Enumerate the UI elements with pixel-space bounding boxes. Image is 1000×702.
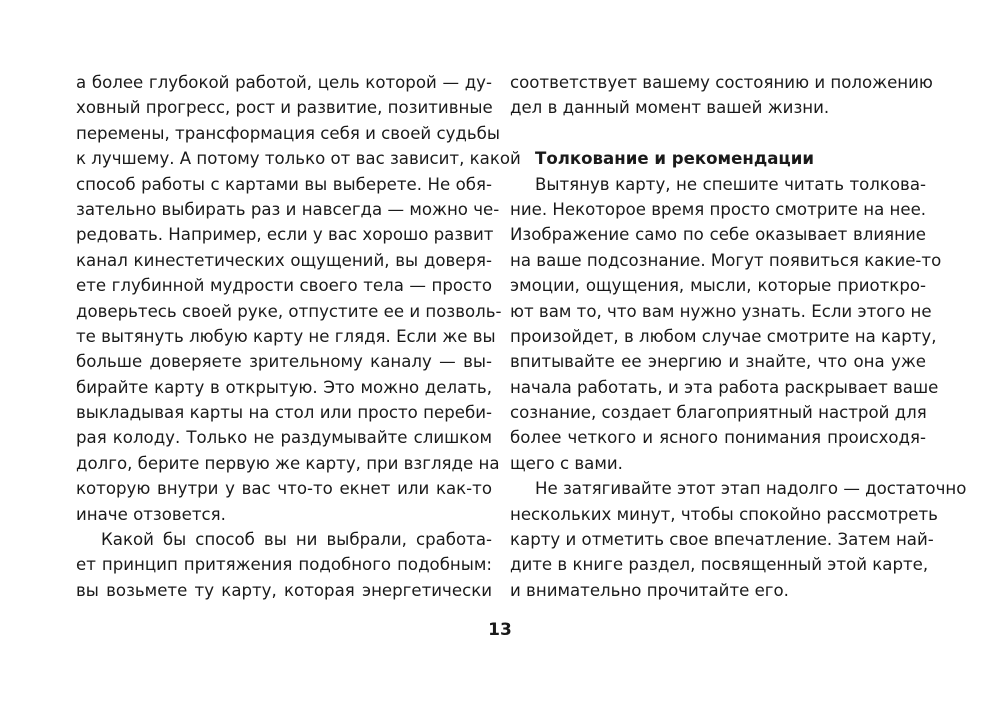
text-line: дите в книге раздел, посвященный этой карте, bbox=[510, 555, 929, 575]
text-line: которую внутри у вас что-то екнет или как-то bbox=[76, 479, 492, 499]
text-line: ние. Некоторое время просто смотрите на нее. bbox=[510, 199, 927, 219]
text-line: иначе отзовется. bbox=[76, 504, 226, 524]
text-line: карту и отметить свое впечатление. Затем най- bbox=[510, 530, 934, 550]
text-line: долго, берите первую же карту, при взгляде на bbox=[76, 453, 500, 473]
text-line: больше доверяете зрительному каналу — вы- bbox=[76, 352, 492, 372]
text-line: сознание, создает благоприятный настрой для bbox=[510, 403, 927, 423]
text-line: более четкого и ясного понимания происходя- bbox=[510, 428, 926, 448]
text-line: вы возьмете ту карту, которая энергетически bbox=[76, 580, 492, 600]
text-line: способ работы с картами вы выберете. Не обя- bbox=[76, 174, 492, 194]
text-line: ют вам то, что вам нужно узнать. Если этого не bbox=[510, 301, 932, 321]
section-heading: Толкование и рекомендации bbox=[535, 149, 814, 169]
text-line: щего с вами. bbox=[510, 453, 623, 473]
text-line: канал кинестетических ощущений, вы доверя- bbox=[76, 250, 492, 270]
text-line: выкладывая карты на стол или просто переби- bbox=[76, 403, 492, 423]
text-line: дел в данный момент вашей жизни. bbox=[510, 98, 830, 118]
text-line: произойдет, в любом случае смотрите на карту, bbox=[510, 326, 937, 346]
page-number: 13 bbox=[488, 620, 512, 640]
text-line: Не затягивайте этот этап надолго — достаточно bbox=[535, 479, 967, 499]
text-line: ховный прогресс, рост и развитие, позитивные bbox=[76, 98, 493, 118]
text-line: доверьтесь своей руке, отпустите ее и позволь- bbox=[76, 301, 502, 321]
text-line: ет принцип притяжения подобного подобным: bbox=[76, 555, 492, 575]
text-line: впитывайте ее энергию и знайте, что она уже bbox=[510, 352, 926, 372]
text-line: на ваше подсознание. Могут появиться какие-то bbox=[510, 250, 942, 270]
text-line: Какой бы способ вы ни выбрали, сработа- bbox=[101, 530, 492, 550]
text-line: а более глубокой работой, цель которой — ду- bbox=[76, 73, 492, 92]
right-column bbox=[510, 70, 967, 603]
text-line: эмоции, ощущения, мысли, которые приоткро- bbox=[510, 276, 926, 296]
text-line: те вытянуть любую карту не глядя. Если же вы bbox=[76, 326, 496, 346]
text-line: Вытянув карту, не спешите читать толкова- bbox=[535, 174, 926, 194]
text-line: перемены, трансформация себя и своей судьбы bbox=[76, 123, 500, 143]
text-line: соответствует вашему состоянию и положению bbox=[510, 73, 933, 92]
text-line: Изображение само по себе оказывает влияние bbox=[510, 225, 926, 245]
left-column bbox=[76, 70, 521, 603]
text-line: и внимательно прочитайте его. bbox=[510, 580, 789, 600]
text-line: редовать. Например, если у вас хорошо развит bbox=[76, 225, 494, 245]
text-line: к лучшему. А потому только от вас зависит, какой bbox=[76, 149, 521, 169]
text-line: рая колоду. Только не раздумывайте слишком bbox=[76, 428, 492, 448]
text-line: нескольких минут, чтобы спокойно рассмотреть bbox=[510, 504, 938, 524]
paragraph-gap bbox=[510, 121, 926, 146]
text-line: ете глубинной мудрости своего тела — просто bbox=[76, 276, 492, 296]
text-line: зательно выбирать раз и навсегда — можно че- bbox=[76, 199, 500, 219]
text-line: бирайте карту в открытую. Это можно делать, bbox=[76, 377, 492, 397]
text-line: начала работать, и эта работа раскрывает ваше bbox=[510, 377, 939, 397]
